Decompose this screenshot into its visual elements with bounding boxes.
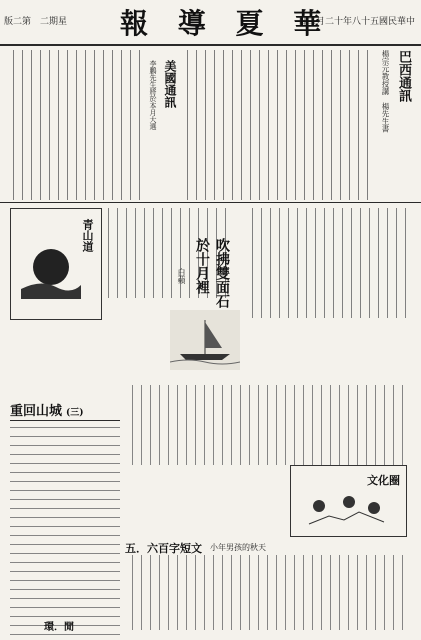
headline-huan: 環．閒	[44, 622, 74, 633]
castle-rule	[10, 420, 120, 421]
headline-bali: 巴西通訊	[396, 50, 411, 102]
article-middle-right-body	[248, 208, 408, 318]
article-usa-body	[10, 50, 142, 200]
headline-castle: 重回山城 (三)	[10, 404, 84, 419]
article-lower-middle-body	[125, 385, 405, 465]
wenhua-box	[290, 465, 407, 537]
cartoon-figures-illustration	[299, 488, 389, 528]
issue-number: 版二第 二期星	[4, 17, 68, 27]
byline-usa: 李鵬先生將於本月大選	[149, 60, 157, 130]
article-bali-body	[180, 50, 370, 200]
byline-bali: 楊宗元教授講 楊先生書	[381, 50, 390, 133]
author-wind: 白蘋	[177, 268, 186, 284]
headline-wenhua: 文化圈	[367, 474, 400, 487]
headline-wind: 吹拂雙面石於十月裡	[194, 238, 230, 308]
headline-qingshan: 青山道	[81, 219, 94, 252]
newspaper-title: 報 導 夏 華	[120, 7, 332, 40]
section-rule-1	[0, 202, 421, 203]
article-castle-body	[10, 425, 120, 635]
article-five-hundred-body	[125, 555, 405, 630]
masthead-rule	[0, 44, 421, 46]
qingshan-box	[10, 208, 102, 320]
masthead	[0, 0, 421, 44]
headline-usa: 美國通訊	[163, 60, 177, 108]
subtitle-five-hundred: 小年男孩的秋天	[210, 543, 266, 552]
publication-date: 日二月二十年八十五國民華中	[297, 17, 415, 27]
headline-five-hundred: 五．六百字短文	[125, 542, 202, 555]
boat-illustration	[170, 310, 240, 370]
sun-landscape-illustration	[21, 239, 81, 299]
